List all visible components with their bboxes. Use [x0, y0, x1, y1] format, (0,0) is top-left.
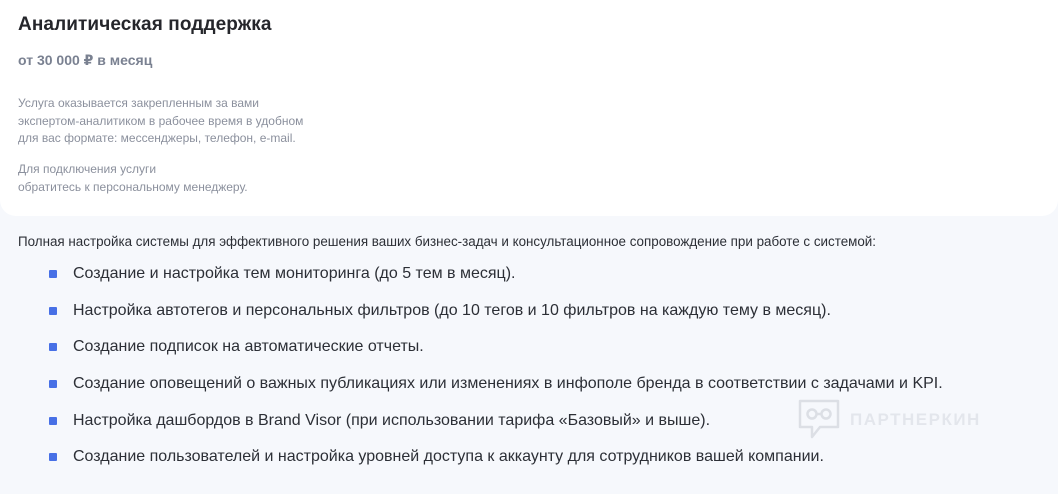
- bullet-icon: [49, 307, 57, 315]
- service-title: Аналитическая поддержка: [18, 14, 272, 35]
- feature-text: Создание оповещений о важных публикациях или изменениях в инфополе бренда в соответствии с задачами и KPI.: [73, 375, 943, 393]
- feature-text: Настройка дашбордов в Brand Visor (при использовании тарифа «Базовый» и выше).: [73, 411, 711, 429]
- watermark: [796, 397, 981, 443]
- feature-text: Создание и настройка тем мониторинга (до 5 тем в месяц).: [73, 265, 516, 283]
- bullet-icon: [49, 380, 57, 388]
- connect-note: Для подключения услуги обратитесь к персональному менеджеру.: [18, 162, 248, 194]
- partnerkin-logo-icon: [796, 397, 842, 443]
- service-card: [0, 0, 1058, 216]
- service-description: Услуга оказывается закрепленным за вами экспертом-аналитиком в рабочее время в удобном для вас формате: мессенджеры, телефон, e-mail.: [18, 96, 304, 145]
- bullet-icon: [49, 417, 57, 425]
- watermark-text: ПАРТНЕРКИН: [850, 410, 981, 429]
- service-price: от 30 000 ₽ в месяц: [18, 52, 153, 68]
- bullet-icon: [49, 343, 57, 351]
- feature-text: Создание подписок на автоматические отчеты.: [73, 338, 424, 356]
- feature-text: Настройка автотегов и персональных фильтров (до 10 тегов и 10 фильтров на каждую тему в месяц).: [73, 301, 831, 319]
- details-intro: Полная настройка системы для эффективного решения ваших бизнес-задач и консультационное сопровождение при работе с системой:: [18, 234, 876, 249]
- bullet-icon: [49, 270, 57, 278]
- bullet-icon: [49, 453, 57, 461]
- feature-text: Создание пользователей и настройка уровней доступа к аккаунту для сотрудников вашей компании.: [73, 448, 824, 466]
